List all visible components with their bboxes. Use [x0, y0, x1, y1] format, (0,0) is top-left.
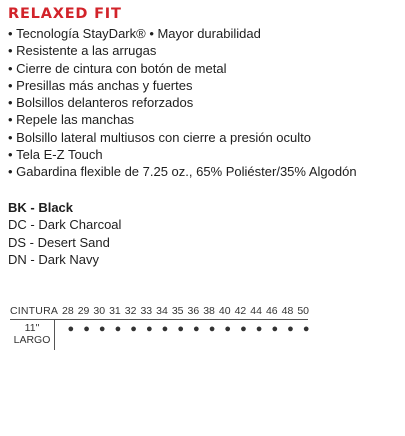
inseam-cell — [10, 320, 55, 350]
available-dot: ● — [208, 323, 216, 335]
inseam-value: 11" — [24, 322, 40, 334]
feature-item: • Resistente a las arrugas — [8, 42, 357, 59]
available-dot: ● — [67, 323, 75, 335]
available-dot: ● — [83, 323, 90, 335]
color-item-black: BK - Black — [8, 200, 74, 215]
waist-size: 30 — [93, 305, 106, 317]
feature-item: • Bolsillos delanteros reforzados — [8, 94, 357, 111]
waist-size: 38 — [203, 305, 215, 317]
feature-item: • Cierre de cintura con botón de metal — [8, 60, 357, 77]
waist-size: 46 — [265, 305, 278, 317]
available-dot: ● — [287, 323, 294, 335]
waist-size: 44 — [250, 305, 262, 317]
feature-item: • Tecnología StayDark® • Mayor durabilidad — [8, 25, 357, 42]
available-dot: ● — [193, 323, 200, 335]
available-dot: ● — [161, 323, 169, 335]
waist-size: 32 — [124, 305, 137, 317]
feature-list — [8, 25, 357, 181]
inseam-label: LARGO — [13, 334, 51, 346]
waist-size: 31 — [109, 305, 121, 317]
waist-label: CINTURA — [10, 305, 59, 317]
waist-size: 35 — [171, 305, 184, 317]
feature-item: • Tela E-Z Touch — [8, 146, 357, 163]
waist-size: 36 — [187, 305, 200, 317]
waist-size: 29 — [77, 305, 90, 317]
waist-size: 42 — [234, 305, 247, 317]
available-dot: ● — [145, 323, 153, 335]
color-item-dark-navy: DN - Dark Navy — [8, 251, 100, 267]
available-dot: ● — [224, 323, 232, 335]
available-dot: ● — [240, 323, 247, 335]
available-dot: ● — [98, 323, 106, 335]
waist-size: 40 — [218, 305, 231, 317]
available-dot: ● — [114, 323, 122, 335]
available-dot: ● — [130, 323, 137, 335]
feature-item: • Gabardina flexible de 7.25 oz., 65% Poliéster/35% Algodón — [8, 163, 357, 180]
color-list — [8, 199, 121, 268]
available-dot: ● — [255, 323, 263, 335]
color-item-desert-sand: DS - Desert Sand — [8, 234, 110, 250]
availability-dots — [63, 320, 314, 336]
waist-size: 48 — [281, 305, 294, 317]
waist-size: 34 — [156, 305, 168, 317]
fit-title: RELAXED FIT — [8, 6, 122, 22]
color-item-dark-charcoal: DC - Dark Charcoal — [8, 217, 122, 233]
size-header-row — [10, 304, 314, 318]
available-dot: ● — [177, 323, 184, 335]
available-dot: ● — [302, 323, 310, 335]
available-dot: ● — [271, 323, 279, 335]
feature-item: • Presillas más anchas y fuertes — [8, 77, 357, 94]
waist-size: 33 — [140, 305, 153, 317]
feature-item: • Bolsillo lateral multiusos con cierre a presión oculto — [8, 129, 357, 146]
waist-size: 28 — [62, 305, 74, 317]
size-chart — [10, 304, 314, 350]
feature-item: • Repele las manchas — [8, 111, 357, 128]
inseam-row — [10, 320, 314, 350]
waist-size: 50 — [297, 305, 309, 317]
